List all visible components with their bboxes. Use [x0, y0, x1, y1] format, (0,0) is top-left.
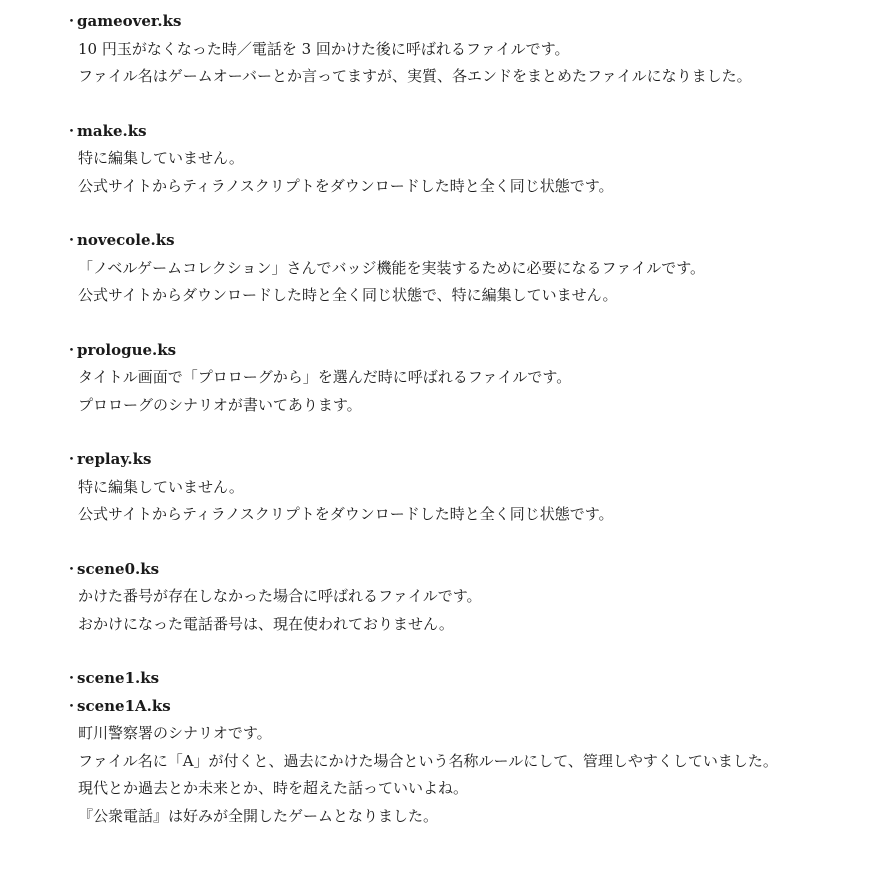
- description-line: 特に編集していません。: [78, 149, 244, 167]
- entry-heading: [64, 693, 874, 721]
- description-line: タイトル画面で「プロローグから」を選んだ時に呼ばれるファイルです。: [78, 368, 572, 386]
- entry-heading: [64, 556, 874, 584]
- entry-heading: [64, 118, 874, 146]
- entry-scene0: [64, 556, 874, 639]
- entry-heading: [64, 665, 874, 693]
- entry-heading: [64, 446, 874, 474]
- file-name: make.ks: [77, 121, 147, 140]
- description-line: 町川警察署のシナリオです。: [78, 724, 272, 742]
- top-spacer: [64, 0, 874, 8]
- entry-gameover: [64, 8, 874, 91]
- file-name: replay.ks: [77, 450, 152, 468]
- file-name: scene1A.ks: [77, 696, 171, 715]
- description-line: 現代とか過去とか未来とか、時を超えた話っていいよね。: [78, 779, 469, 797]
- description-line: 公式サイトからティラノスクリプトをダウンロードした時と全く同じ状態です。: [78, 176, 614, 195]
- bullet-mark: ・: [64, 696, 80, 715]
- description-line: 「ノベルゲームコレクション」さんでバッジ機能を実装するために必要になるファイルです。: [78, 258, 706, 277]
- entry-heading: [64, 337, 874, 365]
- file-name: prologue.ks: [77, 340, 177, 359]
- description-line: ファイル名に「A」が付くと、過去にかけた場合という名称ルールにして、管理しやすくしていました。: [78, 751, 778, 770]
- file-notes-document: [64, 0, 874, 857]
- description-line: 10 円玉がなくなった時／電話を 3 回かけた後に呼ばれるファイルです。: [78, 39, 570, 58]
- file-name: novecole.ks: [77, 231, 175, 249]
- description-line: 『公衆電話』は好みが全開したゲームとなりました。: [78, 806, 439, 825]
- file-name: scene0.ks: [77, 559, 160, 578]
- entry-prologue: [64, 337, 874, 420]
- entry-novecole: [64, 227, 874, 310]
- description-line: おかけになった電話番号は、現在使われておりません。: [78, 614, 454, 633]
- bullet-mark: ・: [64, 559, 80, 578]
- entry-heading: [64, 227, 874, 255]
- entry-make: [64, 118, 874, 201]
- file-name: scene1.ks: [77, 669, 160, 687]
- description-line: ファイル名はゲームオーバーとか言ってますが、実質、各エンドをまとめたファイルになりました。: [78, 67, 752, 85]
- bullet-mark: ・: [64, 340, 80, 359]
- entry-scene1: [64, 665, 874, 693]
- description-line: 公式サイトからティラノスクリプトをダウンロードした時と全く同じ状態です。: [78, 505, 614, 523]
- entry-scene1a: [64, 693, 874, 831]
- description-line: 公式サイトからダウンロードした時と全く同じ状態で、特に編集していません。: [78, 286, 618, 304]
- description-line: 特に編集していません。: [78, 477, 244, 496]
- bullet-mark: ・: [64, 12, 80, 30]
- file-name: gameover.ks: [77, 12, 182, 30]
- bullet-mark: ・: [64, 669, 80, 687]
- description-line: かけた番号が存在しなかった場合に呼ばれるファイルです。: [78, 587, 482, 605]
- entry-heading: [64, 8, 874, 36]
- bullet-mark: ・: [64, 231, 80, 249]
- description-line: プロローグのシナリオが書いてあります。: [78, 395, 362, 414]
- entry-replay: [64, 446, 874, 529]
- bullet-mark: ・: [64, 450, 80, 468]
- bullet-mark: ・: [64, 121, 80, 140]
